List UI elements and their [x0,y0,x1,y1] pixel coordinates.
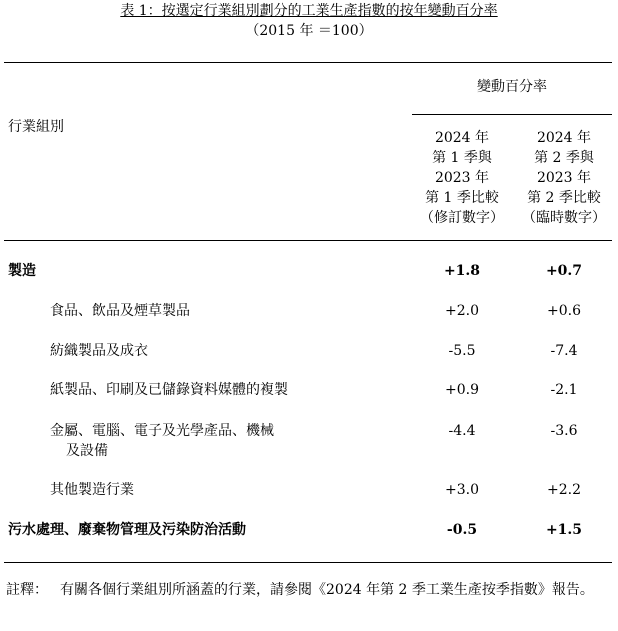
value-q1: -5.5 [448,343,476,359]
span-header-rule [412,114,612,115]
column-header-q1-line: （修訂數字） [420,210,504,226]
value-q1: -0.5 [446,522,478,538]
footnote-text: 有關各個行業組別所涵蓋的行業，請參閱《2024 年第 2 季工業生產按季指數》報告。 [60,582,594,598]
table-bottom-rule [4,562,612,563]
column-header-q2-line: （臨時數字） [522,210,606,226]
value-q2: +2.2 [547,482,581,498]
row-label: 食品、飲品及煙草製品 [50,303,190,319]
row-label: 污水處理、廢棄物管理及污染防治活動 [8,522,246,538]
row-label: 紙製品、印刷及已儲錄資料媒體的複製 [50,382,288,398]
value-q2: +1.5 [545,522,583,538]
value-q1: +2.0 [445,303,479,319]
column-header-q1-line: 2024 年 [434,130,490,146]
column-header-q1-line: 2023 年 [434,170,490,186]
value-q2: -7.4 [550,343,578,359]
industry-group-header: 行業組別 [8,119,64,135]
column-header-q2-line: 第 2 季與 [534,150,594,166]
row-label: 金屬、電腦、電子及光學產品、機械 [50,423,274,439]
row-label-group [50,421,274,461]
table-title: 表 1：按選定行業組別劃分的工業生產指數的按年變動百分率 [120,3,498,19]
value-q2: -2.1 [550,382,578,398]
row-label-continued: 及設備 [66,443,108,459]
value-q2: +0.6 [547,303,581,319]
column-header-q2 [514,128,614,228]
value-q1: -4.4 [448,423,476,439]
row-label: 製造 [8,263,36,279]
column-header-q1-line: 第 1 季與 [432,150,492,166]
value-q2: +0.7 [545,263,583,279]
row-label: 其他製造行業 [50,482,134,498]
column-header-q2-line: 2023 年 [536,170,592,186]
footnote-label: 註釋： [6,582,48,598]
value-q1: +1.8 [443,263,481,279]
base-year-note: （2015 年 ＝100） [245,23,373,39]
value-q2: -3.6 [550,423,578,439]
row-label: 紡織製品及成衣 [50,343,148,359]
column-header-q1 [412,128,512,228]
column-header-q1-line: 第 1 季比較 [425,190,499,206]
value-q1: +3.0 [445,482,479,498]
header-bottom-rule [4,240,612,241]
column-header-q2-line: 第 2 季比較 [527,190,601,206]
top-rule [4,62,612,63]
value-q1: +0.9 [445,382,479,398]
column-header-q2-line: 2024 年 [536,130,592,146]
percent-change-header: 變動百分率 [477,79,547,95]
